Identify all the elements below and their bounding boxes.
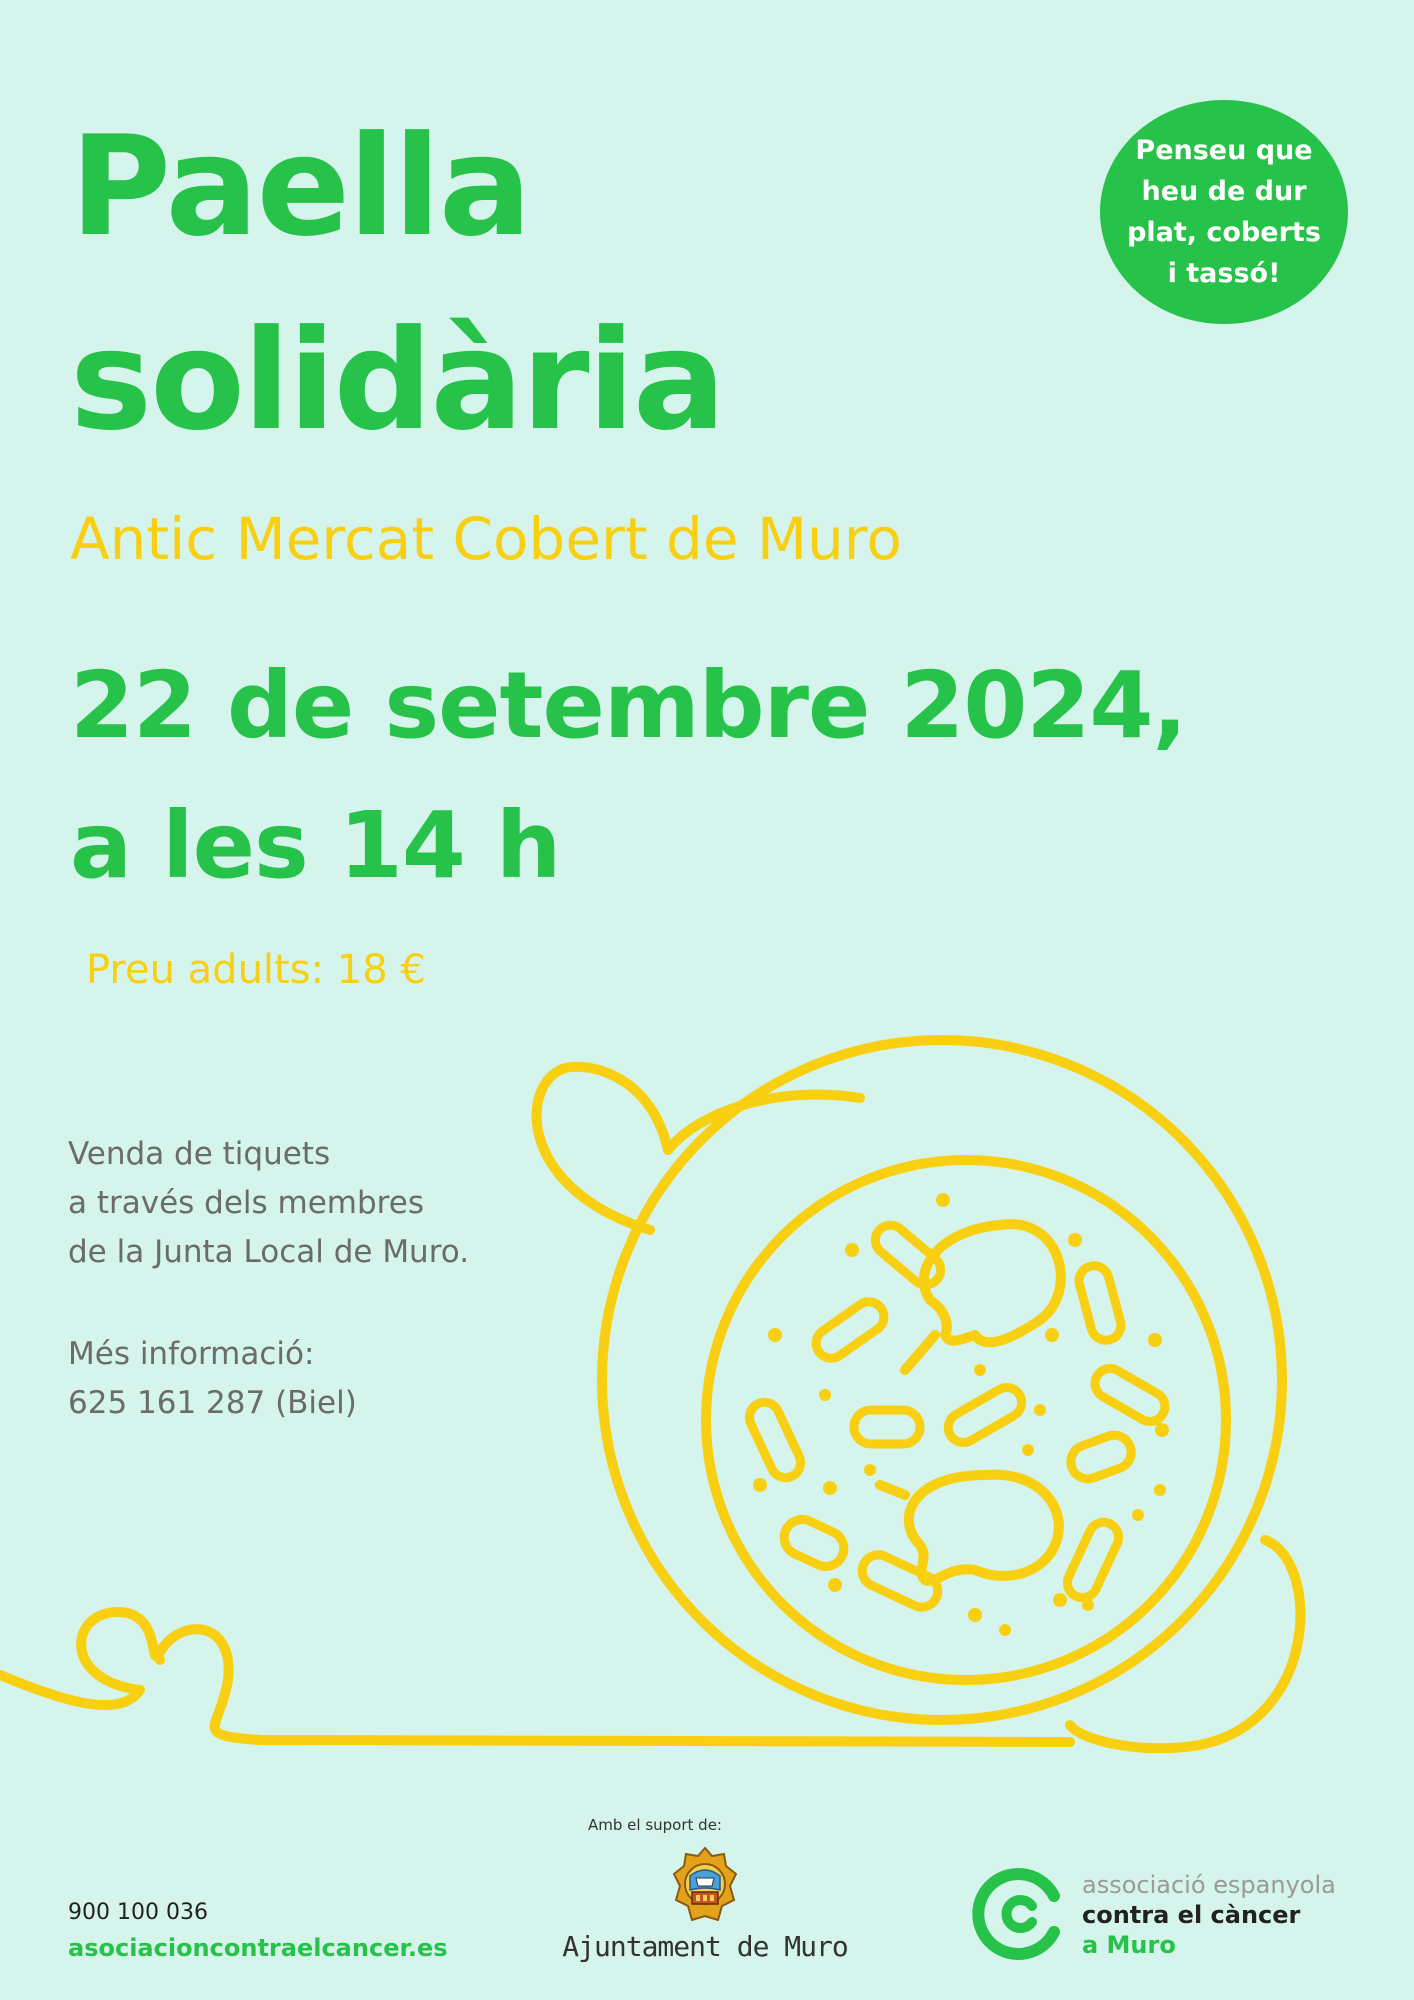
badge-line: heu de dur [1141, 176, 1307, 207]
contact-phone: 625 161 287 (Biel) [68, 1385, 357, 1421]
aecc-name-line-3: a Muro [1082, 1931, 1176, 1959]
badge-line: i tassó! [1167, 258, 1281, 289]
muro-coat-of-arms-icon [672, 1846, 738, 1928]
venue: Antic Mercat Cobert de Muro [70, 505, 902, 573]
support-label: Amb el suport de: [588, 1816, 722, 1834]
badge-line: plat, coberts [1127, 217, 1321, 248]
ajuntament-logo-text: Ajuntament de Muro [562, 1930, 848, 1963]
reminder-badge-text [1124, 130, 1324, 294]
title-line-1: Paella [70, 106, 530, 267]
aecc-name-line-2: contra el càncer [1082, 1901, 1301, 1929]
more-info-label: Més informació: [68, 1336, 315, 1372]
tickets-line: Venda de tiquets [68, 1136, 331, 1172]
aecc-logo-icon [972, 1866, 1068, 1962]
title-line-2: solidària [70, 300, 724, 461]
tickets-info [68, 1130, 469, 1277]
badge-line: Penseu que [1135, 135, 1313, 166]
price: Preu adults: 18 € [86, 947, 426, 993]
tickets-line: de la Junta Local de Muro. [68, 1234, 470, 1270]
date-line-1: 22 de setembre 2024, [70, 652, 1187, 759]
date-line-2: a les 14 h [70, 792, 561, 899]
reminder-badge [1100, 100, 1348, 324]
aecc-website-link[interactable]: asociacioncontraelcancer.es [68, 1934, 448, 1962]
aecc-phone: 900 100 036 [68, 1900, 208, 1925]
aecc-name-line-1: associació espanyola [1082, 1871, 1336, 1899]
tickets-line: a través dels membres [68, 1185, 424, 1221]
more-info [68, 1330, 357, 1428]
